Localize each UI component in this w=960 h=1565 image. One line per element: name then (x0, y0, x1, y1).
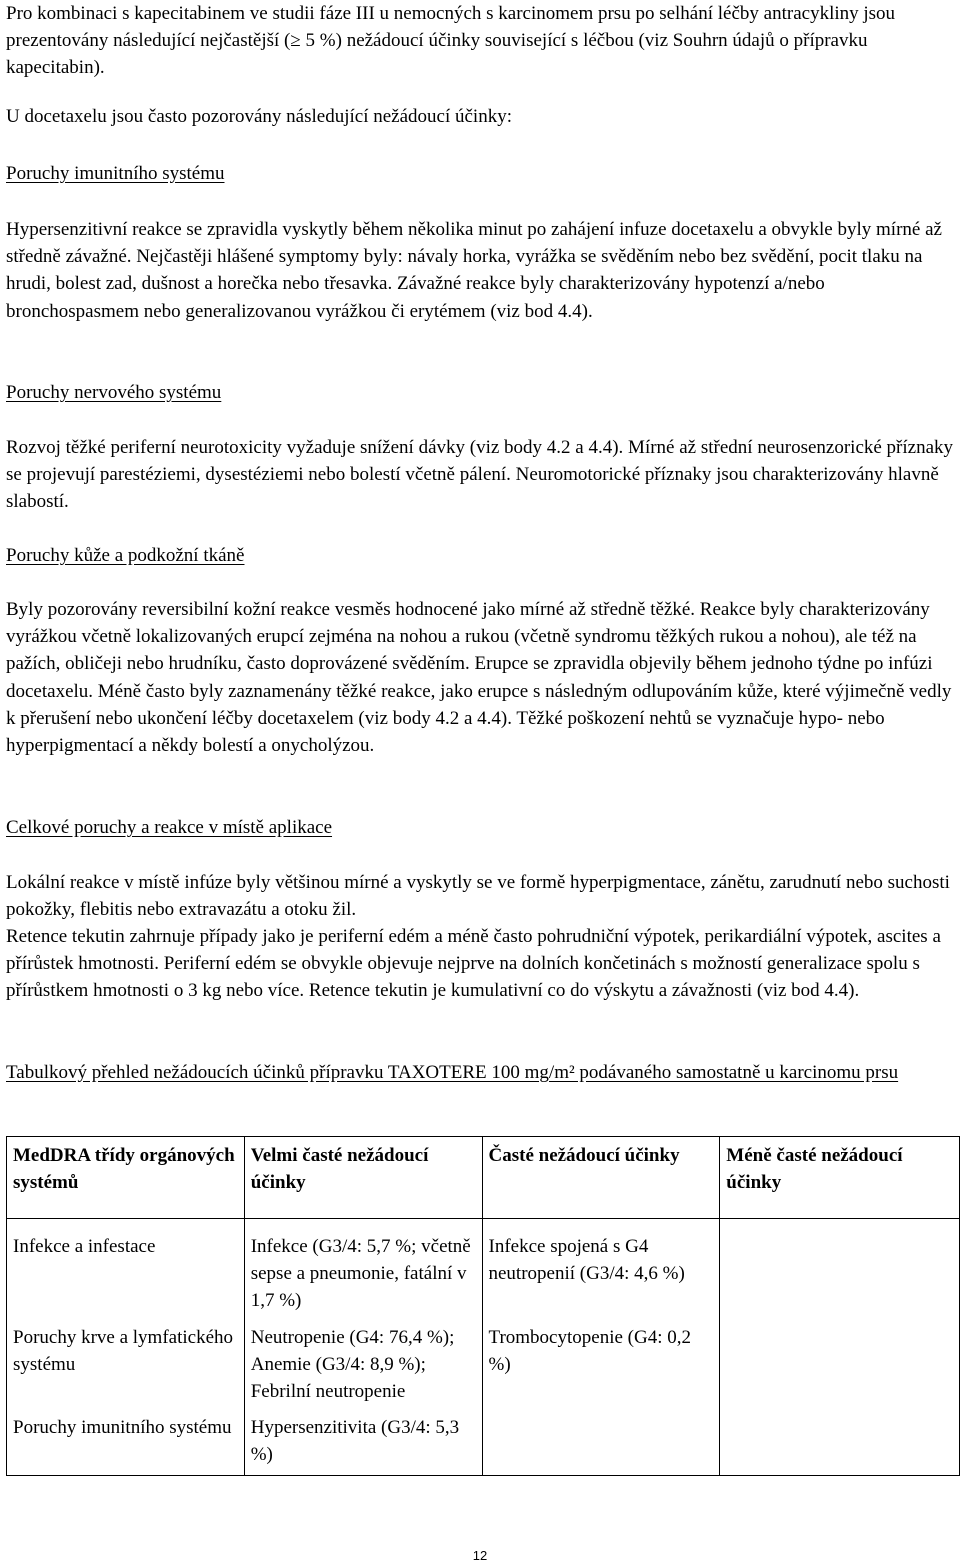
header-cell-class: MedDRA třídy orgánových systémů (7, 1137, 245, 1219)
table-cell: Hypersenzitivita (G3/4: 5,3 %) (244, 1411, 482, 1475)
table-title: Tabulkový přehled nežádoucích účinků přípravku TAXOTERE 100 mg/m² podávaného samostatně u karcinomu prsu (6, 1062, 899, 1083)
section-heading-immune: Poruchy imunitního systému (6, 163, 225, 184)
section-text-skin: Byly pozorovány reversibilní kožní reakce vesměs hodnocené jako mírné až středně těžké. Reakce byly charakterizovány vyrážkou včetně lokalizovaných erupcí zejména na nohou a rukou (včetně syndromu těžkých rukou a nohou), ale též na pažích, obličeji nebo hrudníku, často doprovázené svěděním. Erupce se zpravidla objevily během jednoho týdne po infúzi docetaxelu. Méně často byly zaznamenány těžké reakce, jako erupce s následným odlupováním kůže, které výjimečně vedly k přerušení nebo ukončení léčby docetaxelem (viz body 4.2 a 4.4). Těžké poškození nehtů se vyznačuje hypo- nebo hyperpigmentací a někdy bolestí a onycholýzou. (6, 599, 952, 757)
page-number: 12 (472, 1548, 488, 1563)
section-text-nervous: Rozvoj těžké periferní neurotoxicity vyžaduje snížení dávky (viz body 4.2 a 4.4). Mírné až střední neurosenzorické příznaky se projevují parestéziemi, dysestéziemi nebo bolestí včetně pálení. Neuromotorické příznaky jsou charakterizovány hlavně slabostí. (6, 437, 954, 513)
table-cell (720, 1321, 960, 1412)
header-cell-common: Časté nežádoucí účinky (482, 1137, 720, 1219)
table-cell: Infekce (G3/4: 5,7 %; včetně sepse a pneumonie, fatální v 1,7 %) (244, 1219, 482, 1321)
table-cell (482, 1411, 720, 1475)
table-header-row (7, 1137, 960, 1219)
table-cell (720, 1411, 960, 1475)
table-cell: Trombocytopenie (G4: 0,2 %) (482, 1321, 720, 1412)
intro-paragraph: Pro kombinaci s kapecitabinem ve studii fáze III u nemocných s karcinomem prsu po selhání léčby antracykliny jsou prezentovány následující nejčastější (≥ 5 %) nežádoucí účinky související s léčbou (viz Souhrn údajů o přípravku kapecitabin). (6, 3, 896, 79)
table-cell: Infekce a infestace (7, 1219, 245, 1321)
table-row (7, 1321, 960, 1412)
section-text-immune: Hypersenzitivní reakce se zpravidla vyskytly během několika minut po zahájení infuze docetaxelu a obvykle byly mírné až středně závažné. Nejčastěji hlášené symptomy byly: návaly horka, vyrážka se svěděním nebo bez svědění, pocit tlaku na hrudi, bolest zad, dušnost a horečka nebo třesavka. Závažné reakce byly charakterizovány hypotenzí a/nebo bronchospasmem nebo generalizovanou vyrážkou či erytémem (viz bod 4.4). (6, 219, 942, 322)
section-heading-skin: Poruchy kůže a podkožní tkáně (6, 545, 245, 566)
table-cell (720, 1219, 960, 1321)
table-row (7, 1219, 960, 1321)
section-text-general-2: Retence tekutin zahrnuje případy jako je periferní edém a méně často pohrudniční výpotek, perikardiální výpotek, ascites a přírůstek hmotnosti. Periferní edém se obvykle objevuje nejprve na dolních končetinách s možností generalizace spolu s přírůstkem hmotnosti o 3 kg nebo více. Retence tekutin je kumulativní co do výskytu a závažnosti (viz bod 4.4). (6, 926, 941, 1002)
header-cell-very-common: Velmi časté nežádoucí účinky (244, 1137, 482, 1219)
section-heading-nervous: Poruchy nervového systému (6, 382, 222, 403)
table-cell: Neutropenie (G4: 76,4 %); Anemie (G3/4: 8,9 %); Febrilní neutropenie (244, 1321, 482, 1412)
section-heading-general: Celkové poruchy a reakce v místě aplikace (6, 817, 333, 838)
table-cell: Poruchy krve a lymfatického systému (7, 1321, 245, 1412)
table-cell: Poruchy imunitního systému (7, 1411, 245, 1475)
header-cell-uncommon: Méně časté nežádoucí účinky (720, 1137, 960, 1219)
lead-paragraph: U docetaxelu jsou často pozorovány následující nežádoucí účinky: (6, 106, 512, 127)
table-row (7, 1411, 960, 1475)
table-cell: Infekce spojená s G4 neutropenií (G3/4: 4,6 %) (482, 1219, 720, 1321)
section-text-general-1: Lokální reakce v místě infúze byly většinou mírné a vyskytly se ve formě hyperpigmentace, zánětu, zarudnutí nebo suchosti pokožky, flebitis nebo extravazátu a otoku žil. (6, 872, 950, 921)
adverse-effects-table (6, 1136, 960, 1476)
